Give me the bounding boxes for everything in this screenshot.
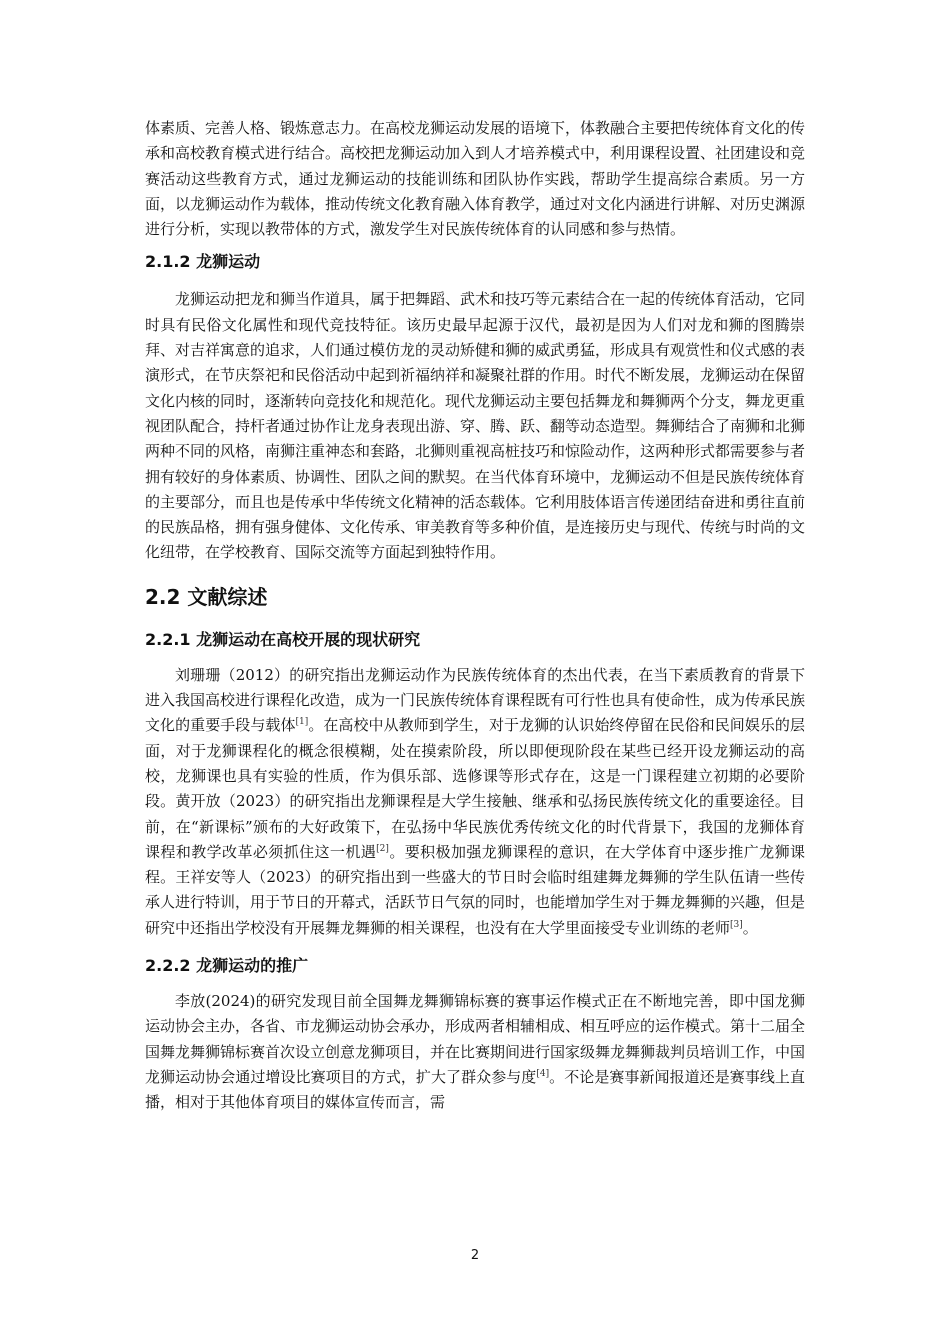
paragraph-text: 。不论是赛事新闻报道还是赛事线上直播，相对于其他体育项目的媒体宣传而言，需 bbox=[145, 1067, 805, 1112]
paragraph-text: 。要积极加强龙狮课程的意识，在大学体育中逐步推广龙狮课程。王祥安等人（2023）的研究指出到一些盛大的节日时会临时组建舞龙舞狮的学生队伍请一些传承人进行特训，用于节日的开幕式，活跃节日气氛的同时，也能增加学生对于舞龙舞狮的兴趣，但是研究中还指出学校没有开展舞龙舞狮的相关课程，也没有在大学里面接受专业训练的老师 bbox=[145, 842, 806, 937]
citation-marker[interactable]: [2] bbox=[376, 843, 389, 854]
paragraph-text: 刘珊珊（2012）的研究指出龙狮运动作为民族传统体育的杰出代表，在当下素质教育的背景下进入我国高校进行课程化改造，成为一门民族传统体育课程既有可行性也具有使命性，成为传承民族文化的重要手段与载体 bbox=[145, 665, 806, 735]
citation-marker[interactable]: [4] bbox=[536, 1068, 550, 1079]
citation-marker[interactable]: [3] bbox=[730, 919, 743, 930]
paragraph-text: 李放(2024)的研究发现目前全国舞龙舞狮锦标赛的赛事运作模式正在不断地完善，即中国龙狮运动协会主办，各省、市龙狮运动协会承办，形成两者相辅相成、相互呼应的运作模式。第十二届全国舞龙舞狮锦标赛首次设立创意龙狮项目，并在比赛期间进行国家级舞龙舞狮裁判员培训工作，中国龙狮运动协会通过增设比赛项目的方式，扩大了群众参与度 bbox=[145, 992, 806, 1086]
page-number: 2 bbox=[470, 1248, 480, 1263]
paragraph-text: 龙狮运动把龙和狮当作道具，属于把舞蹈、武术和技巧等元素结合在一起的传统体育活动，它同时具有民俗文化属性和现代竞技特征。该历史最早起源于汉代，最初是因为人们对龙和狮的图腾崇拜、对吉祥寓意的追求，人们通过模仿龙的灵动矫健和狮的威武勇猛，形成具有观赏性和仪式感的表演形式，在节庆祭祀和民俗活动中起到祈福纳祥和凝聚社群的作用。时代不断发展，龙狮运动在保留文化内核的同时，逐渐转向竞技化和规范化。现代龙狮运动主要包括舞龙和舞狮两个分支，舞龙更重视团队配合，持杆者通过协作让龙身表现出游、穿、腾、跃、翻等动态造型。舞狮结合了南狮和北狮两种不同的风格，南狮注重神态和套路，北狮则重视高桩技巧和惊险动作，这两种形式都需要参与者拥有较好的身体素质、协调性、团队之间的默契。在当代体育环境中，龙狮运动不但是民族传统体育的主要部分，而且也是传承中华传统文化精神的活态载体。它利用肢体语言传递团结奋进和勇往直前的民族品格，拥有强身健体、文化传承、审美教育等多种价值，是连接历史与现代、传统与时尚的文化纽带，在学校教育、国际交流等方面起到独特作用。 bbox=[145, 290, 806, 562]
section-heading-2-2-1: 2.2.1 龙狮运动在高校开展的现状研究 bbox=[145, 629, 421, 649]
section-heading-2-1-2: 2.1.2 龙狮运动 bbox=[145, 252, 261, 272]
paragraph-literature-university bbox=[145, 663, 805, 941]
section-heading-2-2-2: 2.2.2 龙狮运动的推广 bbox=[145, 956, 309, 976]
paragraph-text: 。在高校中从教师到学生，对于龙狮的认识始终停留在民俗和民间娱乐的层面，对于龙狮课程化的概念很模糊，处在摸索阶段，所以即便现阶段在某些已经开设龙狮运动的高校，龙狮课也具有实验的性质，作为俱乐部、选修课等形式存在，这是一门课程建立初期的必要阶段。黄开放（2023）的研究指出龙狮课程是大学生接触、继承和弘扬民族传统文化的重要途径。目前，在“新课标”颁布的大好政策下，在弘扬中华民族优秀传统文化的时代背景下，我国的龙狮体育课程和教学改革必须抓住这一机遇 bbox=[145, 716, 805, 861]
paragraph-text: 体素质、完善人格、锻炼意志力。在高校龙狮运动发展的语境下，体教融合主要把传统体育文化的传承和高校教育模式进行结合。高校把龙狮运动加入到人才培养模式中，利用课程设置、社团建设和竞赛活动这些教育方式，通过龙狮运动的技能训练和团队协作实践，帮助学生提高综合素质。另一方面，以龙狮运动作为载体，推动传统文化教育融入体育教学，通过对文化内涵进行讲解、对历史渊源进行分析，实现以教带体的方式，激发学生对民族传统体育的认同感和参与热情。 bbox=[145, 119, 806, 239]
paragraph-dragon-lion-sport bbox=[145, 287, 805, 565]
section-heading-2-2: 2.2 文献综述 bbox=[145, 584, 268, 609]
citation-marker[interactable]: [1] bbox=[295, 717, 309, 728]
paragraph-text: 。 bbox=[742, 918, 758, 937]
page-content bbox=[145, 116, 805, 1116]
paragraph-continued bbox=[145, 116, 805, 242]
paragraph-promotion bbox=[145, 989, 805, 1115]
